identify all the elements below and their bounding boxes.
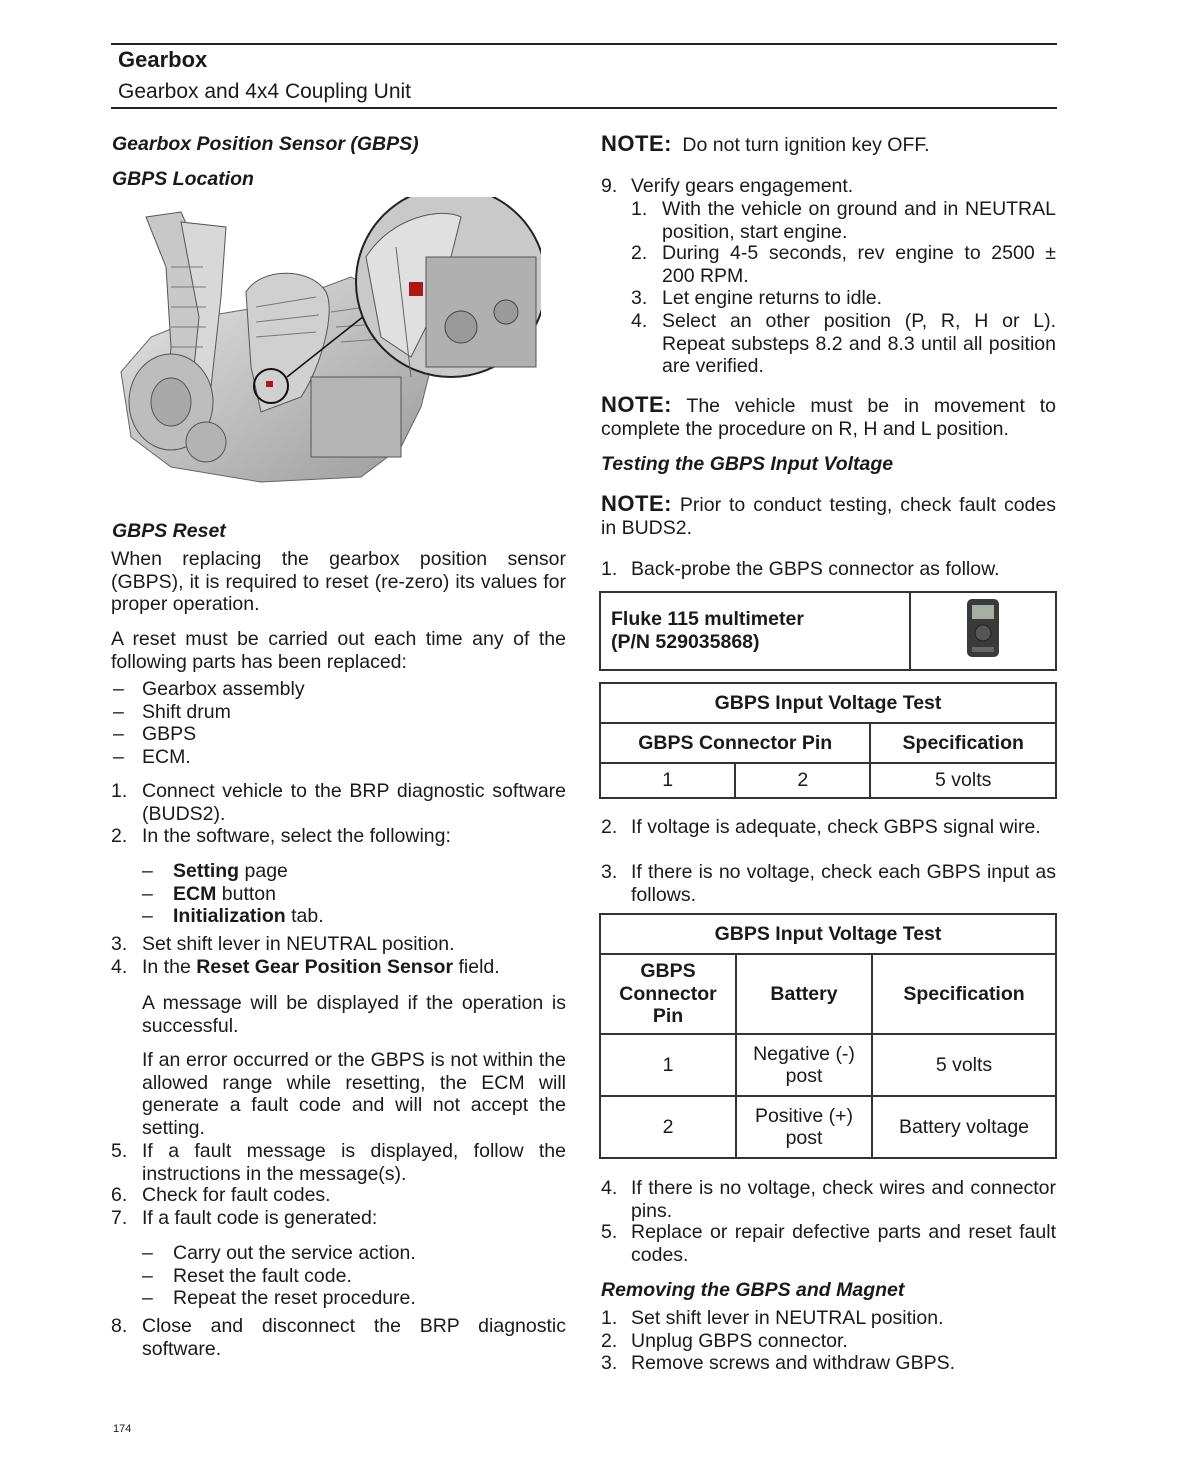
step-number: 1. [601,1307,618,1329]
step-number: 3. [111,933,128,955]
reset-step-5: If a fault message is displayed, follow the instructions in the message(s). [142,1140,566,1185]
gbps-location-illustration [111,197,541,487]
testing-heading: Testing the GBPS Input Voltage [601,453,894,475]
remove-step-3: Remove screws and withdraw GBPS. [631,1352,956,1374]
verify-substep-1: With the vehicle on ground and in NEUTRAL position, start engine. [662,198,1056,243]
verify-substep-2: During 4-5 seconds, rev engine to 2500 ± 200 RPM. [662,242,1056,287]
step-number: 5. [111,1140,128,1162]
table-header-spec: Specification [870,723,1056,763]
list-item: – Gearbox assembly [113,678,305,700]
removing-heading: Removing the GBPS and Magnet [601,1279,905,1301]
reset-intro-paragraph-2: A reset must be carried out each time any of the following parts has been replaced: [111,628,566,673]
remove-step-1: Set shift lever in NEUTRAL position. [631,1307,944,1329]
table-cell-battery: Positive (+) post [736,1096,872,1158]
test-step-1: Back-probe the GBPS connector as follow. [631,558,1000,580]
step-number: 2. [111,825,128,847]
gbps-reset-heading: GBPS Reset [112,520,226,542]
table-title: GBPS Input Voltage Test [600,914,1056,954]
reset-step-2: In the software, select the following: [142,825,451,847]
gbps-location-heading: GBPS Location [112,168,254,190]
step-number: 4. [111,956,128,978]
voltage-test-table-1 [599,682,1057,799]
gbps-heading: Gearbox Position Sensor (GBPS) [112,133,419,155]
reset-intro-paragraph: When replacing the gearbox position sensor (GBPS), it is required to reset (re-zero) its values for proper operation. [111,548,566,615]
step-number: 8. [111,1315,128,1337]
reset-step-6: Check for fault codes. [142,1184,331,1206]
step-number: 5. [601,1221,618,1243]
reset-step-3: Set shift lever in NEUTRAL position. [142,933,455,955]
step-number: 7. [111,1207,128,1229]
step-number: 4. [601,1177,618,1199]
note-movement: NOTE: The vehicle must be in movement to complete the procedure on R, H and L position. [601,392,1056,440]
list-item: – Shift drum [113,700,231,723]
table-header-pin: GBPS Connector Pin [600,723,870,763]
step-number: 3. [631,287,648,309]
replaced-parts-list [111,678,566,768]
multimeter-icon [963,597,1003,659]
section-subtitle: Gearbox and 4x4 Coupling Unit [118,80,412,103]
note-ignition: NOTE: Do not turn ignition key OFF. [601,131,930,156]
section-title: Gearbox [118,47,208,72]
verify-substep-4: Select an other position (P, R, H or L). Repeat substeps 8.2 and 8.3 until all position are verified. [662,310,1056,377]
step-number: 1. [631,198,648,220]
table-cell-battery: Negative (-) post [736,1034,872,1096]
table-header-spec: Specification [872,954,1056,1034]
table-cell-spec: 5 volts [870,763,1056,798]
tool-table [599,591,1057,671]
reset-step-4: In the Reset Gear Position Sensor field. [142,956,500,978]
list-item: – ECM. [113,745,191,768]
table-cell-pin: 2 [735,763,870,798]
test-step-4: If there is no voltage, check wires and connector pins. [631,1177,1056,1222]
step-number: 2. [601,816,618,838]
step-number: 2. [601,1330,618,1352]
table-row [600,1034,1056,1096]
table-cell-pin: 1 [600,763,735,798]
step-number: 3. [601,1352,618,1374]
step-number: 4. [631,310,648,332]
step-number: 9. [601,175,618,197]
table-title: GBPS Input Voltage Test [600,683,1056,723]
table-cell-spec: Battery voltage [872,1096,1056,1158]
table-header-battery: Battery [736,954,872,1034]
reset-step-7: If a fault code is generated: [142,1207,378,1229]
step-number: 2. [631,242,648,264]
reset-step-1: Connect vehicle to the BRP diagnostic software (BUDS2). [142,780,566,825]
error-message-note: If an error occurred or the GBPS is not within the allowed range while resetting, the ECM will generate a fault code and will not accept the setting. [142,1049,566,1139]
verify-step-9: Verify gears engagement. [631,175,854,197]
voltage-test-table-2 [599,913,1057,1159]
success-message-note: A message will be displayed if the operation is successful. [142,992,566,1037]
test-step-2: If voltage is adequate, check GBPS signal wire. [631,816,1041,838]
table-cell-pin: 1 [600,1034,736,1096]
step-number: 1. [111,780,128,802]
table-cell-pin: 2 [600,1096,736,1158]
note-fault-codes: NOTE: Prior to conduct testing, check fault codes in BUDS2. [601,491,1056,539]
step-number: 1. [601,558,618,580]
table-cell-spec: 5 volts [872,1034,1056,1096]
page-number: 174 [113,1423,132,1435]
multimeter-image-cell [910,592,1056,670]
verify-substep-3: Let engine returns to idle. [662,287,883,309]
header-bottom-rule [111,107,1057,109]
header-top-rule [111,43,1057,45]
table-header-pin: GBPS Connector Pin [600,954,736,1034]
tool-name-cell: Fluke 115 multimeter (P/N 529035868) [600,592,910,670]
test-step-3: If there is no voltage, check each GBPS input as follows. [631,861,1056,906]
test-step-5: Replace or repair defective parts and reset fault codes. [631,1221,1056,1266]
step-number: 3. [601,861,618,883]
remove-step-2: Unplug GBPS connector. [631,1330,848,1352]
list-item: – GBPS [113,723,197,745]
step-number: 6. [111,1184,128,1206]
table-row [600,1096,1056,1158]
reset-step-8: Close and disconnect the BRP diagnostic software. [142,1315,566,1360]
